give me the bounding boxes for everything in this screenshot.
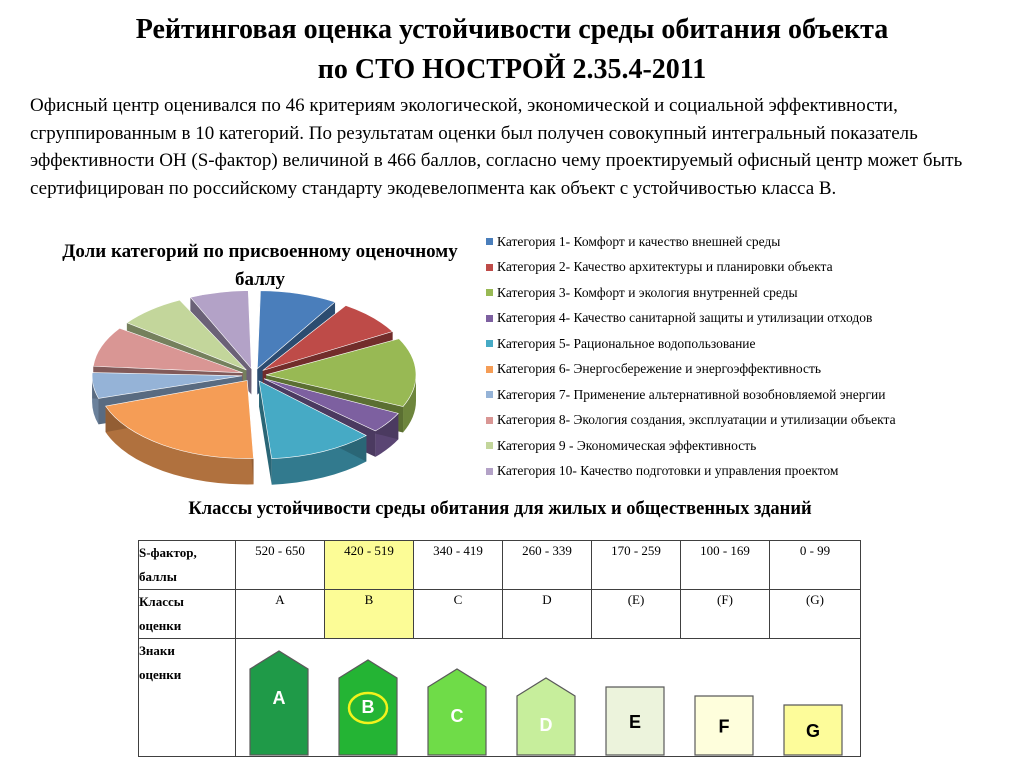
range-cell: 420 - 519 xyxy=(325,541,414,590)
table-row-sfactor xyxy=(139,541,861,590)
classes-table xyxy=(138,540,861,757)
legend-item xyxy=(486,357,1006,383)
intro-paragraph: Офисный центр оценивался по 46 критериям экологической, экономической и социальной эффективности, сгруппированным в 10 категорий. По результатам оценки был получен совокупный интегральный показатель эффективности ОН (S-фактор) величиной в 466 баллов, согласно чему проектируемый офисный центр может быть сертифицирован по российскому стандарту экодевелопмента как объект с устойчивостью класса В. xyxy=(30,95,963,199)
class-badge-g xyxy=(784,705,842,755)
range-cell: 520 - 650 xyxy=(236,541,325,590)
legend-item xyxy=(486,280,1006,306)
legend-item xyxy=(486,459,1006,485)
class-cell: (E) xyxy=(592,590,681,639)
title-line-1: Рейтинговая оценка устойчивости среды обитания объекта xyxy=(135,14,889,45)
range-cell: 340 - 419 xyxy=(414,541,503,590)
range-cell: 0 - 99 xyxy=(770,541,861,590)
legend-item xyxy=(486,229,1006,255)
classes-table-title: Классы устойчивости среды обитания для жилых и общественных зданий xyxy=(188,499,812,519)
sfactor-header: S-фактор, баллы xyxy=(139,541,236,590)
pie-chart xyxy=(86,290,426,490)
class-badge-f xyxy=(695,696,753,755)
badge-letter: C xyxy=(450,705,464,726)
badge-letter: G xyxy=(805,720,821,741)
class-cell: B xyxy=(325,590,414,639)
class-badge-d xyxy=(517,678,575,755)
table-row-classes xyxy=(139,590,861,639)
pie-chart-title: Доли категорий по присвоенному оценочному баллу xyxy=(62,241,458,290)
range-cell: 100 - 169 xyxy=(681,541,770,590)
title-line-2: по СТО НОСТРОЙ 2.35.4-2011 xyxy=(317,54,707,85)
class-cell: (G) xyxy=(770,590,861,639)
page-title xyxy=(20,10,1004,90)
legend-swatch xyxy=(486,264,493,271)
badge-letter: A xyxy=(272,687,286,708)
legend-label: Категория 5- Рациональное водопользование xyxy=(497,335,756,351)
legend-swatch xyxy=(486,417,493,424)
legend-label: Категория 6- Энергосбережение и энергоэффективность xyxy=(497,361,822,377)
badge-letter: D xyxy=(539,714,553,735)
legend-swatch xyxy=(486,391,493,398)
legend-swatch xyxy=(486,468,493,475)
signs-header: Знаки оценки xyxy=(139,639,236,757)
legend-swatch xyxy=(486,315,493,322)
legend-label: Категория 4- Качество санитарной защиты и утилизации отходов xyxy=(497,310,873,326)
class-badge-c xyxy=(428,669,486,755)
legend-label: Категория 1- Комфорт и качество внешней среды xyxy=(497,233,781,249)
legend-label: Категория 3- Комфорт и экология внутренней среды xyxy=(497,284,798,300)
class-badge-e xyxy=(606,687,664,755)
badge-letter: B xyxy=(361,696,375,717)
range-cell: 260 - 339 xyxy=(503,541,592,590)
class-cell: (F) xyxy=(681,590,770,639)
pie-legend xyxy=(486,229,1006,484)
legend-item xyxy=(486,433,1006,459)
class-cell: C xyxy=(414,590,503,639)
class-cell: D xyxy=(503,590,592,639)
legend-label: Категория 8- Экология создания, эксплуатации и утилизации объекта xyxy=(497,412,896,428)
range-cell: 170 - 259 xyxy=(592,541,681,590)
legend-label: Категория 2- Качество архитектуры и планировки объекта xyxy=(497,259,833,275)
legend-swatch xyxy=(486,442,493,449)
classes-header: Классы оценки xyxy=(139,590,236,639)
badge-letter: E xyxy=(628,711,642,732)
legend-item xyxy=(486,255,1006,281)
class-badge-a xyxy=(250,651,308,755)
signs-cell xyxy=(236,639,861,757)
legend-swatch xyxy=(486,289,493,296)
legend-swatch xyxy=(486,366,493,373)
class-cell: A xyxy=(236,590,325,639)
class-badges xyxy=(236,639,860,757)
legend-label: Категория 9 - Экономическая эффективность xyxy=(497,437,757,453)
badge-letter: F xyxy=(718,716,730,737)
legend-label: Категория 10- Качество подготовки и управления проектом xyxy=(497,463,839,479)
legend-swatch xyxy=(486,340,493,347)
class-badge-b xyxy=(339,660,397,755)
table-row-signs xyxy=(139,639,861,757)
legend-item xyxy=(486,408,1006,434)
legend-item xyxy=(486,331,1006,357)
legend-item xyxy=(486,382,1006,408)
legend-item xyxy=(486,306,1006,332)
legend-swatch xyxy=(486,238,493,245)
legend-label: Категория 7- Применение альтернативной возобновляемой энергии xyxy=(497,386,886,402)
